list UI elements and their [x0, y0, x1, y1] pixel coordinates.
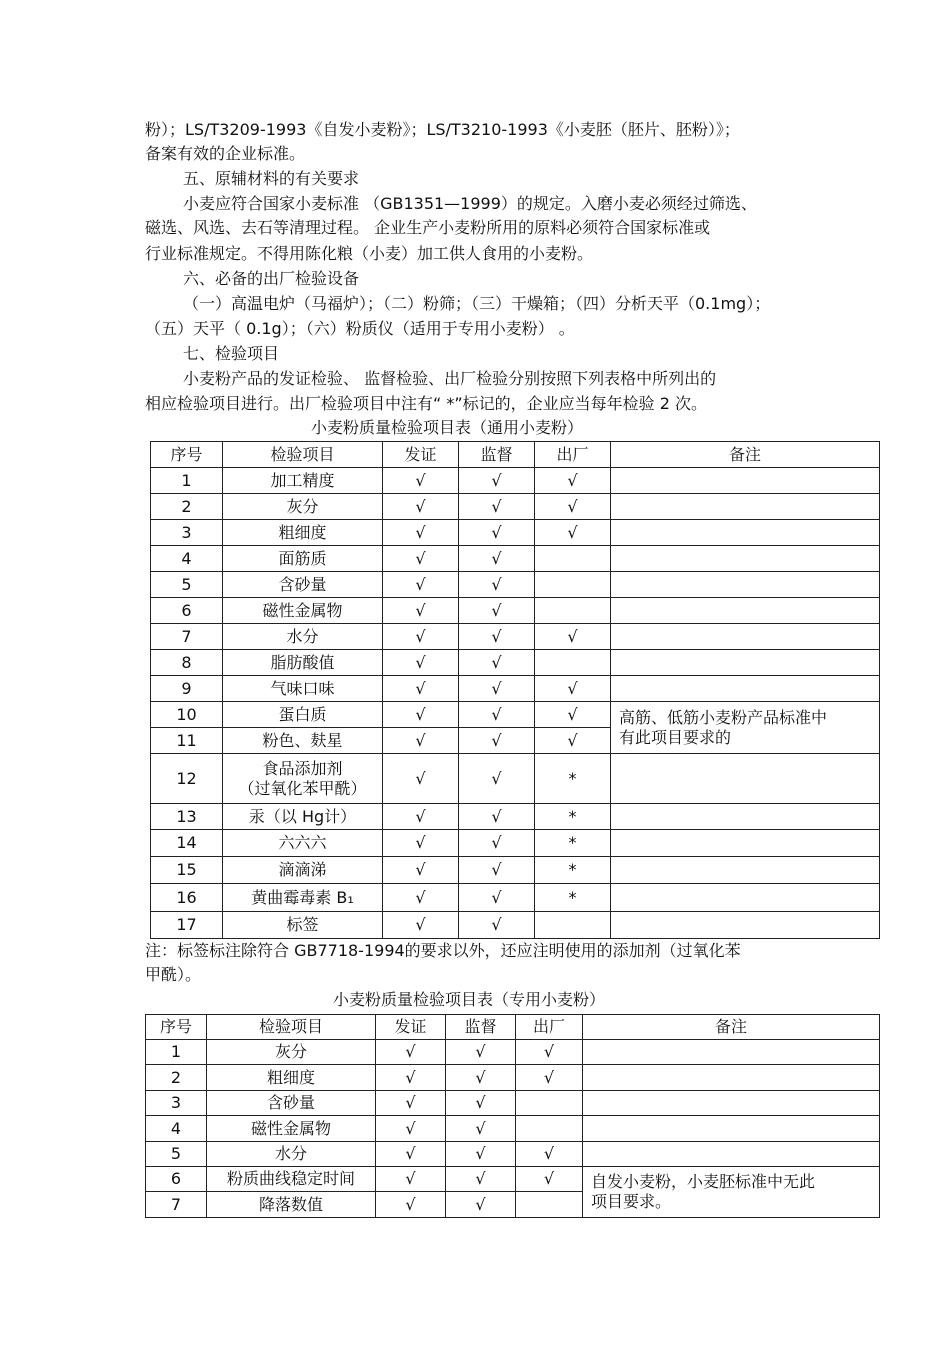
no-cell: 7	[146, 1192, 207, 1218]
no-cell: 11	[151, 728, 223, 754]
remark-cell	[611, 624, 880, 650]
check-cell: √	[459, 546, 535, 572]
check-cell: √	[459, 598, 535, 624]
check-cell: √	[459, 754, 535, 804]
check-cell	[535, 546, 611, 572]
item-cell: 降落数值	[207, 1192, 376, 1218]
table-row	[151, 857, 880, 884]
check-cell: √	[383, 624, 459, 650]
header-cell: 发证	[376, 1015, 446, 1040]
check-cell: √	[516, 1065, 583, 1091]
item-cell: 水分	[207, 1142, 376, 1167]
check-cell: √	[459, 830, 535, 857]
check-cell: √	[459, 728, 535, 754]
table-row	[146, 1040, 880, 1065]
remark-cell	[611, 912, 880, 939]
remark-line: 项目要求。	[591, 1192, 672, 1211]
check-cell: √	[383, 728, 459, 754]
item-cell: 粉色、麸星	[223, 728, 383, 754]
item-cell: 灰分	[207, 1040, 376, 1065]
text-line: 粉）；LS/T3209-1993《自发小麦粉》；LS/T3210-1993《小麦胚（胚片、胚粉）》；	[145, 120, 740, 139]
check-cell: √	[383, 520, 459, 546]
remark-cell	[611, 830, 880, 857]
check-cell: √	[535, 702, 611, 728]
item-cell: 磁性金属物	[223, 598, 383, 624]
no-cell: 6	[146, 1167, 207, 1192]
no-cell: 5	[151, 572, 223, 598]
remark-line: 自发小麦粉，小麦胚标准中无此	[591, 1172, 816, 1191]
check-cell: *	[535, 884, 611, 912]
check-cell: √	[516, 1167, 583, 1192]
table-row	[151, 468, 880, 494]
remark-cell	[583, 1142, 880, 1167]
section-heading: 七、检验项目	[183, 344, 280, 363]
header-cell: 检验项目	[207, 1015, 376, 1040]
table-row	[146, 1142, 880, 1167]
item-cell: 六六六	[223, 830, 383, 857]
remark-cell	[583, 1040, 880, 1065]
item-cell: 加工精度	[223, 468, 383, 494]
table-row	[151, 912, 880, 939]
check-cell: √	[446, 1167, 516, 1192]
check-cell: √	[383, 468, 459, 494]
check-cell: √	[376, 1091, 446, 1116]
check-cell: √	[376, 1116, 446, 1142]
no-cell: 7	[151, 624, 223, 650]
check-cell: √	[535, 494, 611, 520]
check-cell: √	[376, 1065, 446, 1091]
item-cell: 面筋质	[223, 546, 383, 572]
check-cell: √	[446, 1065, 516, 1091]
table-row	[146, 1065, 880, 1091]
check-cell: √	[459, 702, 535, 728]
check-cell: √	[383, 912, 459, 939]
check-cell	[516, 1091, 583, 1116]
check-cell: √	[516, 1040, 583, 1065]
check-cell	[535, 598, 611, 624]
remark-cell	[611, 857, 880, 884]
item-cell: 气味口味	[223, 676, 383, 702]
check-cell	[516, 1192, 583, 1218]
table-row	[146, 1091, 880, 1116]
table-row	[151, 702, 880, 728]
no-cell: 12	[151, 754, 223, 804]
check-cell: √	[459, 468, 535, 494]
check-cell: √	[446, 1116, 516, 1142]
check-cell: √	[383, 702, 459, 728]
table-row	[146, 1167, 880, 1192]
item-line: （过氧化苯甲酰）	[238, 778, 367, 798]
check-cell: √	[535, 676, 611, 702]
table-row	[151, 830, 880, 857]
item-cell: 滴滴涕	[223, 857, 383, 884]
header-cell: 序号	[146, 1015, 207, 1040]
header-cell: 出厂	[535, 442, 611, 468]
remark-cell	[583, 1167, 880, 1218]
table-row	[151, 884, 880, 912]
check-cell: √	[459, 884, 535, 912]
check-cell: √	[383, 830, 459, 857]
remark-cell	[583, 1091, 880, 1116]
check-cell: √	[446, 1142, 516, 1167]
item-cell: 蛋白质	[223, 702, 383, 728]
check-cell: √	[383, 494, 459, 520]
item-cell: 标签	[223, 912, 383, 939]
no-cell: 10	[151, 702, 223, 728]
note-line: 注：标签标注除符合 GB7718-1994的要求以外，还应注明使用的添加剂（过氧化苯	[145, 941, 741, 960]
header-cell: 监督	[459, 442, 535, 468]
no-cell: 9	[151, 676, 223, 702]
remark-cell	[611, 702, 880, 754]
text-line: 相应检验项目进行。出厂检验项目中注有“ *”标记的，企业应当每年检验 2 次。	[145, 394, 708, 413]
remark-cell	[611, 598, 880, 624]
check-cell: √	[383, 754, 459, 804]
check-cell: *	[535, 857, 611, 884]
table-row	[151, 676, 880, 702]
check-cell: √	[383, 884, 459, 912]
check-cell: √	[446, 1192, 516, 1218]
remark-line: 有此项目要求的	[619, 727, 732, 747]
item-cell: 脂肪酸值	[223, 650, 383, 676]
text-line: 备案有效的企业标准。	[145, 144, 306, 163]
check-cell: √	[383, 804, 459, 830]
no-cell: 3	[151, 520, 223, 546]
remark-cell	[611, 546, 880, 572]
text-line: 小麦应符合国家小麦标准 （GB1351—1999）的规定。入磨小麦必须经过筛选、	[183, 194, 757, 213]
no-cell: 15	[151, 857, 223, 884]
check-cell: √	[535, 728, 611, 754]
no-cell: 3	[146, 1091, 207, 1116]
no-cell: 6	[151, 598, 223, 624]
no-cell: 16	[151, 884, 223, 912]
section-heading: 六、必备的出厂检验设备	[183, 269, 360, 288]
table-row	[151, 804, 880, 830]
item-cell: 灰分	[223, 494, 383, 520]
check-cell	[516, 1116, 583, 1142]
remark-cell	[583, 1065, 880, 1091]
check-cell: √	[459, 912, 535, 939]
no-cell: 14	[151, 830, 223, 857]
check-cell: √	[376, 1167, 446, 1192]
table-row	[151, 572, 880, 598]
remark-cell	[583, 1116, 880, 1142]
check-cell: √	[535, 468, 611, 494]
text-line: 行业标准规定。不得用陈化粮（小麦）加工供人食用的小麦粉。	[145, 244, 594, 263]
check-cell	[535, 572, 611, 598]
remark-cell	[611, 520, 880, 546]
table1	[150, 441, 880, 939]
no-cell: 2	[151, 494, 223, 520]
remark-line: 高筋、低筋小麦粉产品标准中	[619, 707, 828, 727]
section-heading: 五、原辅材料的有关要求	[183, 169, 360, 188]
check-cell: *	[535, 804, 611, 830]
remark-cell	[611, 754, 880, 804]
check-cell: √	[376, 1040, 446, 1065]
no-cell: 1	[146, 1040, 207, 1065]
check-cell: √	[446, 1091, 516, 1116]
check-cell: √	[459, 624, 535, 650]
item-cell: 含砂量	[223, 572, 383, 598]
no-cell: 5	[146, 1142, 207, 1167]
check-cell: *	[535, 830, 611, 857]
check-cell: √	[383, 572, 459, 598]
text-line: （一）高温电炉（马福炉）；（二）粉筛；（三）干燥箱；（四）分析天平（0.1mg）；	[183, 294, 771, 313]
check-cell: √	[459, 676, 535, 702]
header-cell: 发证	[383, 442, 459, 468]
remark-cell	[611, 494, 880, 520]
item-cell: 磁性金属物	[207, 1116, 376, 1142]
item-line: 食品添加剂	[262, 758, 343, 778]
item-cell: 含砂量	[207, 1091, 376, 1116]
header-cell: 出厂	[516, 1015, 583, 1040]
item-cell: 粗细度	[207, 1065, 376, 1091]
item-cell	[223, 754, 383, 804]
table-row	[151, 624, 880, 650]
header-cell: 备注	[583, 1015, 880, 1040]
remark-cell	[611, 804, 880, 830]
check-cell: √	[459, 650, 535, 676]
check-cell: √	[459, 804, 535, 830]
check-cell: √	[535, 624, 611, 650]
table-row	[151, 598, 880, 624]
table-header-row	[151, 442, 880, 468]
item-cell: 黄曲霉毒素 B₁	[223, 884, 383, 912]
no-cell: 1	[151, 468, 223, 494]
table-row	[146, 1116, 880, 1142]
check-cell: √	[383, 650, 459, 676]
no-cell: 4	[151, 546, 223, 572]
remark-cell	[611, 676, 880, 702]
no-cell: 13	[151, 804, 223, 830]
check-cell: √	[459, 857, 535, 884]
header-cell: 序号	[151, 442, 223, 468]
no-cell: 4	[146, 1116, 207, 1142]
remark-cell	[611, 650, 880, 676]
check-cell: √	[446, 1040, 516, 1065]
check-cell: √	[383, 676, 459, 702]
text-line: （五）天平（ 0.1g）；（六）粉质仪（适用于专用小麦粉） 。	[145, 319, 575, 338]
item-cell: 粗细度	[223, 520, 383, 546]
check-cell: √	[535, 520, 611, 546]
check-cell: √	[459, 494, 535, 520]
no-cell: 17	[151, 912, 223, 939]
table-header-row	[146, 1015, 880, 1040]
check-cell: √	[376, 1192, 446, 1218]
table-row	[151, 520, 880, 546]
item-cell: 粉质曲线稳定时间	[207, 1167, 376, 1192]
no-cell: 2	[146, 1065, 207, 1091]
remark-cell	[611, 468, 880, 494]
header-cell: 备注	[611, 442, 880, 468]
check-cell: √	[376, 1142, 446, 1167]
check-cell: √	[516, 1142, 583, 1167]
table-row	[151, 650, 880, 676]
table-row	[151, 754, 880, 804]
header-cell: 监督	[446, 1015, 516, 1040]
remark-cell	[611, 884, 880, 912]
text-line: 磁选、风选、去石等清理过程。 企业生产小麦粉所用的原料必须符合国家标准或	[145, 218, 711, 237]
table-row	[151, 494, 880, 520]
check-cell: √	[459, 520, 535, 546]
header-cell: 检验项目	[223, 442, 383, 468]
no-cell: 8	[151, 650, 223, 676]
check-cell: √	[383, 857, 459, 884]
item-cell: 汞（以 Hg计）	[223, 804, 383, 830]
item-cell: 水分	[223, 624, 383, 650]
check-cell	[535, 912, 611, 939]
table-row	[151, 546, 880, 572]
text-line: 小麦粉产品的发证检验、 监督检验、出厂检验分别按照下列表格中所列出的	[183, 369, 717, 388]
table2-caption: 小麦粉质量检验项目表（专用小麦粉）	[333, 990, 606, 1009]
note-line: 甲酰）。	[145, 965, 202, 984]
check-cell	[535, 650, 611, 676]
remark-cell	[611, 572, 880, 598]
table1-caption: 小麦粉质量检验项目表（通用小麦粉）	[311, 418, 584, 437]
check-cell: √	[383, 546, 459, 572]
check-cell: √	[383, 598, 459, 624]
check-cell: √	[459, 572, 535, 598]
table2	[145, 1014, 880, 1218]
check-cell: *	[535, 754, 611, 804]
